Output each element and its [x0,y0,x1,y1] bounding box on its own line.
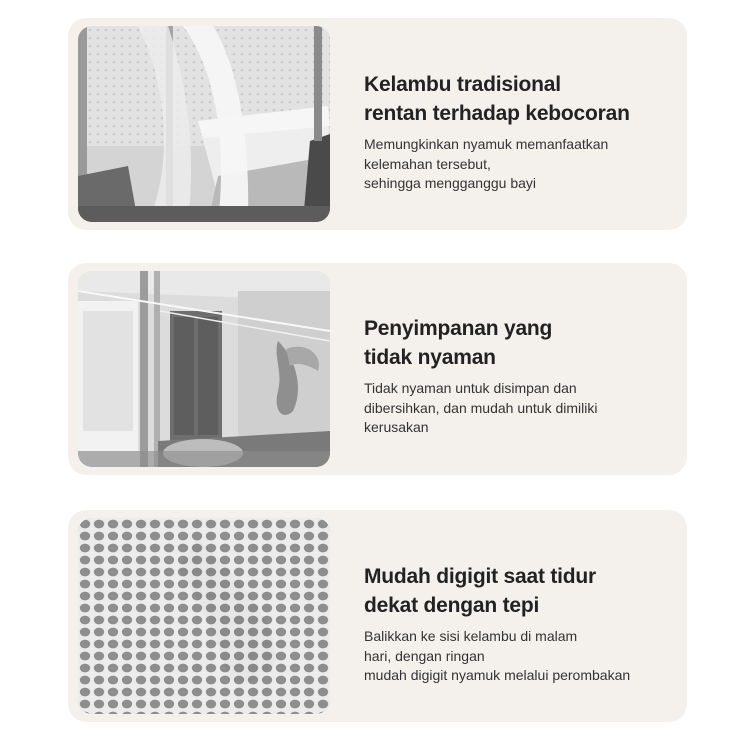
card-title-line: Kelambu tradisional [364,73,561,96]
card-description-line: dibersihkan, dan mudah untuk dimiliki [364,399,598,416]
card-description-line: kerusakan [364,419,429,435]
traditional-mosquito-net-photo [78,26,330,222]
problem-card-leaky-net [68,18,687,230]
card-description [364,627,674,686]
card-description-line: kelemahan tersebut, [364,155,491,172]
card-title [364,70,674,128]
card-title [364,314,674,372]
card-description-line: mudah digigit nyamuk melalui perombakan [364,667,631,683]
card-description-line: Balikkan ke sisi kelambu di malam [364,628,578,644]
problem-card-bite-edge [68,510,687,722]
problem-card-storage [68,263,687,475]
card-title-line: rentan terhadap kebocoran [364,102,630,125]
card-description-line: Memungkinkan nyamuk memanfaatkan [364,136,609,152]
hanging-net-room-photo [78,271,330,467]
mesh-closeup-photo [78,518,330,714]
card-title-line: tidak nyaman [364,346,496,369]
card-title-line: Penyimpanan yang [364,317,553,340]
card-description [364,135,674,194]
card-description-line: sehingga mengganggu bayi [364,175,537,191]
card-description-line: hari, dengan ringan [364,647,485,664]
card-title-line: Mudah digigit saat tidur [364,565,597,588]
card-title-line: dekat dengan tepi [364,594,540,617]
card-description [364,379,674,438]
card-title [364,562,674,620]
card-description-line: Tidak nyaman untuk disimpan dan [364,380,577,396]
